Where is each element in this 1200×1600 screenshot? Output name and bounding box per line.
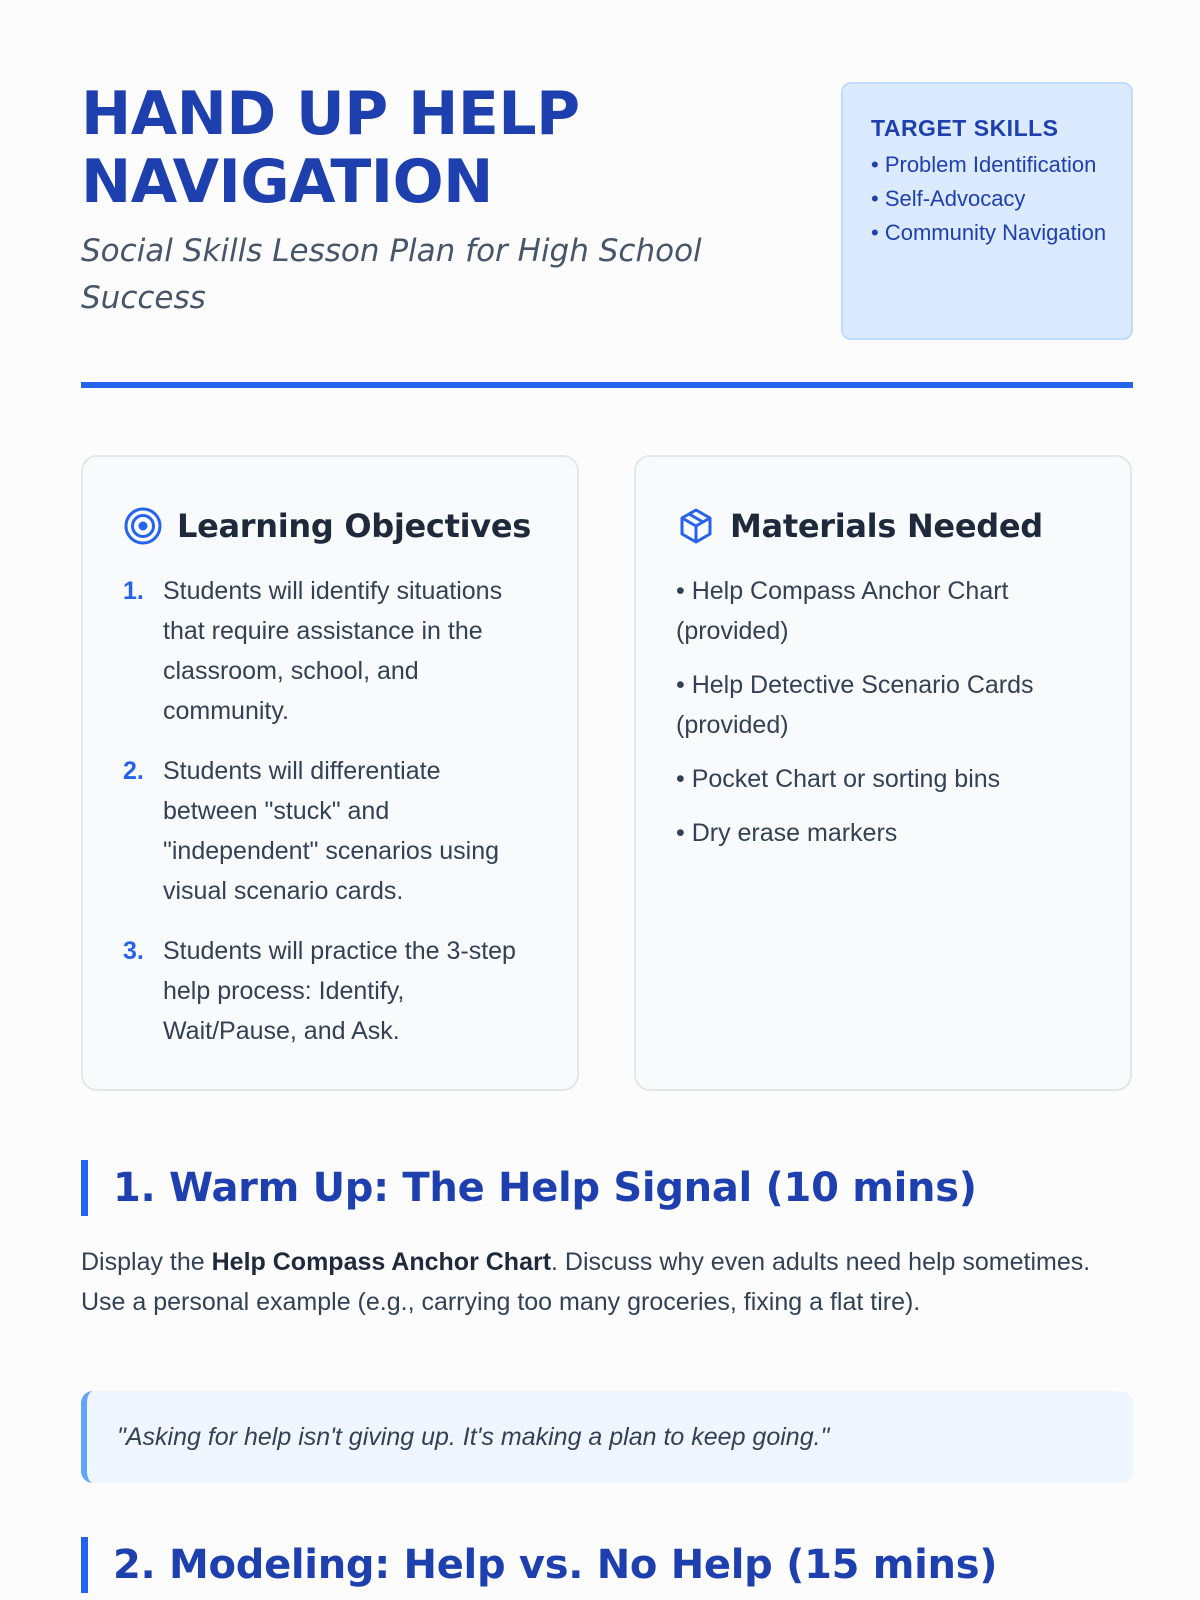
materials-needed-card (634, 455, 1132, 1091)
box-icon (676, 506, 716, 546)
objectives-heading: Learning Objectives (177, 507, 531, 545)
warm-up-text-suffix: . Discuss why even adults need help sometimes. Use a personal example (e.g., carrying too many groceries, fixing a flat tire). (81, 1248, 1091, 1316)
target-skills-title: TARGET SKILLS (871, 115, 1059, 141)
material-item: • Pocket Chart or sorting bins (676, 765, 1001, 793)
header (81, 0, 1133, 390)
title-line-2: NAVIGATION (81, 147, 493, 217)
target-skill-item: • Community Navigation (871, 220, 1107, 245)
objectives-list (123, 571, 537, 1051)
section-heading-warm-up: 1. Warm Up: The Help Signal (10 mins) (81, 1160, 1133, 1216)
warm-up-text-prefix: Display the (81, 1248, 212, 1276)
header-divider (81, 382, 1133, 388)
learning-objectives-card (81, 455, 579, 1091)
objective-text: Students will practice the 3-step help process: Identify, Wait/Pause, and Ask. (163, 937, 516, 1045)
materials-list (676, 571, 1090, 853)
objectives-heading-row (123, 501, 537, 551)
material-item: • Help Compass Anchor Chart (provided) (676, 577, 1009, 645)
target-icon (123, 506, 163, 546)
page-subtitle: Social Skills Lesson Plan for High School Success (81, 233, 702, 316)
materials-heading-row (676, 501, 1090, 551)
target-skills-box (841, 82, 1133, 340)
page-title (81, 80, 781, 216)
anchor-chart-name: Help Compass Anchor Chart (211, 1248, 552, 1276)
objective-text: Students will identify situations that require assistance in the classroom, school, and community. (163, 577, 503, 725)
objective-number: 1. (123, 577, 144, 605)
target-skill-item: • Problem Identification (871, 152, 1097, 177)
materials-heading: Materials Needed (730, 507, 1043, 545)
objective-number: 3. (123, 937, 144, 965)
material-item: • Help Detective Scenario Cards (provided) (676, 671, 1034, 739)
section-heading-modeling: 2. Modeling: Help vs. No Help (15 mins) (81, 1537, 1133, 1593)
warm-up-paragraph (81, 1242, 1133, 1322)
title-line-1: HAND UP HELP (81, 79, 580, 149)
objective-text: Students will differentiate between "stuck" and "independent" scenarios using visual scenario cards. (163, 757, 500, 905)
lesson-plan-page (81, 0, 1133, 1600)
help-quote: "Asking for help isn't giving up. It's making a plan to keep going." (81, 1391, 1133, 1483)
objective-item (123, 751, 537, 911)
material-item: • Dry erase markers (676, 819, 898, 847)
objective-number: 2. (123, 757, 144, 785)
target-skill-item: • Self-Advocacy (871, 186, 1026, 211)
objective-item (123, 571, 537, 731)
objective-item (123, 931, 537, 1051)
